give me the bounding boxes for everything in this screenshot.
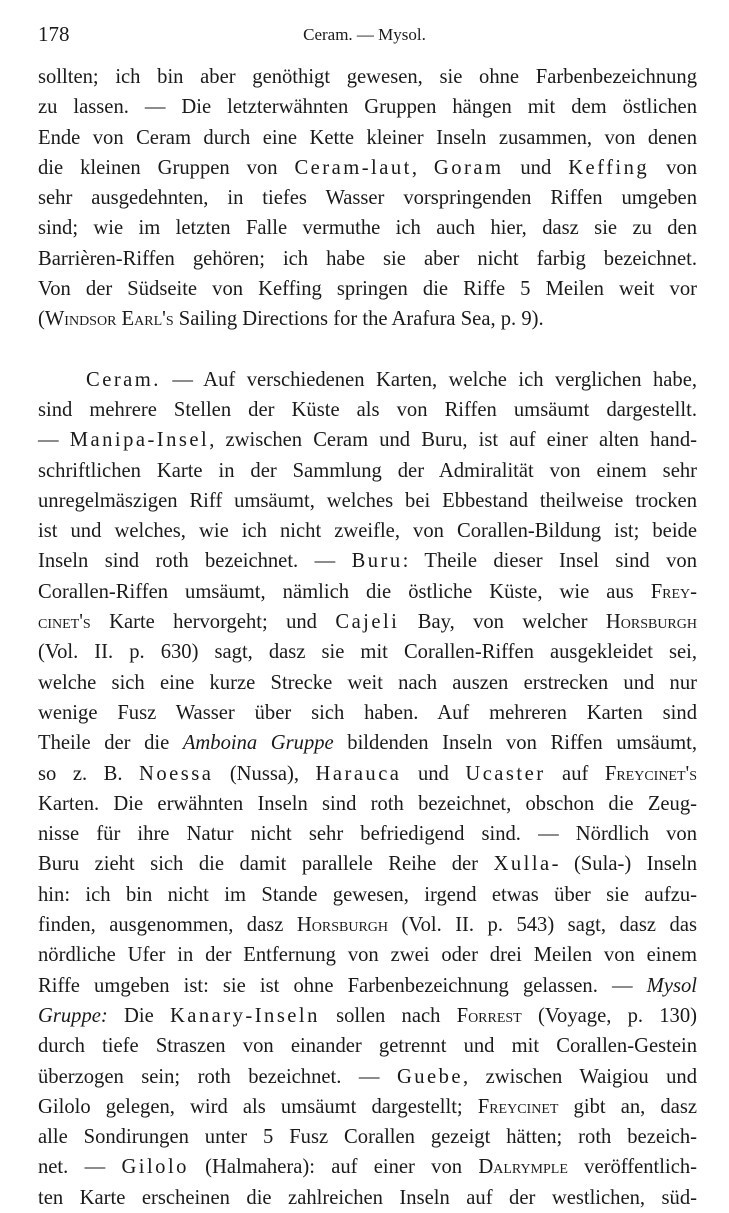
text-segment: sollen nach (319, 1004, 457, 1027)
italic-text: Mysol (646, 974, 697, 997)
text-segment: Inseln sind roth bezeichnet. — (38, 550, 352, 573)
author-name: Dalrymple (478, 1156, 568, 1179)
text-line (38, 819, 697, 849)
text-line (38, 1031, 697, 1061)
text-segment: Die (107, 1004, 170, 1027)
text-segment: ist und welches, wie ich nicht zweifle, von Corallen-Bildung ist; beide (38, 520, 697, 543)
text-segment: Ende von Ceram durch eine Kette kleiner Inseln zusammen, von denen (38, 126, 697, 149)
text-segment: (Vol. II. p. 543) sagt, dasz das (388, 914, 697, 937)
text-line (38, 1152, 697, 1182)
text-segment: , zwischen Ceram und Buru, ist auf einer alten hand- (209, 429, 697, 452)
text-segment: nisse für ihre Natur nicht sehr befriedigend sind. — Nördlich von (38, 823, 697, 846)
text-segment: Riffe umgeben ist: sie ist ohne Farbenbezeichnung gelassen. — (38, 974, 647, 997)
paragraph-gap (38, 335, 697, 365)
place-name: Ceram. (86, 368, 161, 391)
place-name: Cajeli (335, 611, 400, 634)
text-line (38, 244, 697, 274)
text-line (38, 153, 697, 183)
text-line (38, 546, 697, 576)
text-line (38, 789, 697, 819)
text-line (38, 395, 697, 425)
text-line (38, 425, 697, 455)
text-segment: sollten; ich bin aber genöthigt gewesen, sie ohne Farbenbezeichnung (38, 66, 697, 88)
italic-text: Amboina Gruppe (182, 732, 334, 755)
text-segment: (Halmahera): auf einer von (188, 1156, 479, 1179)
place-name: Ucaster (465, 762, 546, 785)
text-segment: sehr ausgedehnten, in tiefes Wasser vorspringenden Riffen umgeben (38, 187, 697, 210)
text-segment: Theile der die (38, 732, 183, 755)
text-segment: finden, ausgenommen, dasz (38, 914, 297, 937)
text-segment: durch tiefe Straszen von einander getrennt und mit Corallen-Gestein (38, 1035, 697, 1058)
place-name: Gilolo (121, 1156, 189, 1179)
text-segment: Barrièren-Riffen gehören; ich habe sie aber nicht farbig bezeichnet. (38, 247, 697, 270)
text-segment: hin: ich bin nicht im Stande gewesen, irgend etwas über sie aufzu- (38, 883, 697, 906)
text-line (38, 92, 697, 122)
text-line (38, 637, 697, 667)
page-header (38, 22, 691, 50)
text-line (38, 698, 697, 728)
text-line (38, 456, 697, 486)
text-segment: und (503, 156, 569, 179)
text-segment: überzogen sein; roth bezeichnet. — (38, 1065, 397, 1088)
author-name: Frey- (650, 580, 697, 603)
text-line (38, 1092, 697, 1122)
place-name: Xulla (493, 853, 552, 876)
text-line (38, 728, 697, 758)
author-name: Freycinet (477, 1095, 559, 1118)
text-segment: — (38, 429, 70, 452)
text-segment: Von der Südseite von Keffing springen die Riffe 5 Meilen weit vor (38, 278, 697, 301)
text-line (38, 123, 697, 153)
text-line (38, 910, 697, 940)
text-line (38, 183, 697, 213)
paragraph (38, 365, 697, 1213)
text-line (38, 213, 697, 243)
place-name: Buru (351, 550, 403, 573)
text-segment: (Vol. II. p. 630) sagt, dasz sie mit Corallen-Riffen ausgekleidet sei, (38, 641, 697, 664)
text-segment: auf (545, 762, 605, 785)
author-name: Freycinet's (604, 762, 698, 785)
text-segment: wenige Fusz Wasser über sich haben. Auf mehreren Karten sind (38, 701, 697, 724)
text-segment: ten Karte erscheinen die zahlreichen Inseln auf der westlichen, süd- (38, 1186, 697, 1209)
text-line (38, 577, 697, 607)
text-segment: , zwischen Waigiou und (463, 1065, 697, 1088)
text-line (38, 1062, 697, 1092)
text-segment: Corallen-Riffen umsäumt, nämlich die östliche Küste, wie aus (38, 580, 651, 603)
text-segment: veröffentlich- (567, 1156, 698, 1179)
text-segment: die kleinen Gruppen von (38, 156, 295, 179)
place-name: Ceram-laut (294, 156, 412, 179)
text-segment: bildenden Inseln von Riffen umsäumt, (333, 732, 697, 755)
text-segment: Sailing Directions for the Arafura Sea, p. 9). (173, 308, 544, 331)
text-line (38, 486, 697, 516)
text-segment: gibt an, dasz (558, 1095, 697, 1118)
text-line (38, 1001, 697, 1031)
text-segment: unregelmäszigen Riff umsäumt, welches bei Ebbestand theilweise trocken (38, 489, 697, 512)
author-name: Horsburgh (296, 914, 389, 937)
text-segment: und (401, 762, 466, 785)
text-line (38, 274, 697, 304)
text-line (38, 607, 697, 637)
place-name: Noessa (139, 762, 214, 785)
text-segment: zu lassen. — Die letzterwähnten Gruppen hängen mit dem östlichen (38, 96, 697, 119)
text-segment: so z. B. (38, 762, 139, 785)
text-segment: , (411, 156, 434, 179)
text-segment: Gilolo gelegen, wird als umsäumt dargestellt; (38, 1095, 478, 1118)
text-segment: von (649, 156, 697, 179)
text-line (38, 365, 697, 395)
text-line (38, 1122, 697, 1152)
text-segment: Bay, von welcher (399, 611, 606, 634)
text-line (38, 668, 697, 698)
text-segment: Karte hervorgeht; und (90, 611, 336, 634)
place-name: Keffing (568, 156, 650, 179)
text-segment: nördliche Ufer in der Entfernung von zwei oder drei Meilen von einem (38, 944, 697, 967)
place-name: Goram (433, 156, 504, 179)
text-line (38, 759, 697, 789)
text-segment: : Theile dieser Insel sind von (402, 550, 697, 573)
text-segment: Karten. Die erwähnten Inseln sind roth bezeichnet, obschon die Zeug- (38, 792, 697, 815)
text-line (38, 940, 697, 970)
text-segment: (Voyage, p. 130) (521, 1004, 697, 1027)
text-line (38, 1183, 697, 1213)
text-segment: Buru zieht sich die damit parallele Reihe der (38, 853, 494, 876)
text-line (38, 971, 697, 1001)
text-segment: welche sich eine kurze Strecke weit nach auszen erstrecken und nur (38, 671, 697, 694)
running-title: Ceram. — Mysol. (303, 25, 426, 44)
text-segment: - (Sula-) Inseln (551, 853, 697, 876)
italic-text: Gruppe: (38, 1004, 108, 1027)
text-segment: schriftlichen Karte in der Sammlung der Admiralität von einem sehr (38, 459, 697, 482)
place-name: Kanary-Inseln (169, 1004, 320, 1027)
text-segment: ( (38, 308, 45, 331)
body-text (38, 62, 697, 1213)
paragraph (38, 62, 697, 335)
text-segment: alle Sondirungen unter 5 Fusz Corallen gezeigt hätten; roth bezeich- (38, 1126, 697, 1149)
text-line (38, 304, 697, 334)
place-name: Guebe (396, 1065, 464, 1088)
text-line (38, 849, 697, 879)
text-line (38, 880, 697, 910)
text-segment: (Nussa), (213, 762, 316, 785)
text-segment: — Auf verschiedenen Karten, welche ich verglichen habe, (160, 368, 697, 391)
place-name: Harauca (315, 762, 402, 785)
text-segment: net. — (38, 1156, 122, 1179)
author-name: cinet's (38, 611, 91, 634)
place-name: Manipa-Insel (69, 429, 210, 452)
text-segment: sind mehrere Stellen der Küste als von Riffen umsäumt dargestellt. (38, 398, 697, 421)
author-name: Horsburgh (605, 611, 697, 634)
page-number: 178 (38, 22, 70, 46)
author-name: Forrest (456, 1004, 522, 1027)
text-segment: sind; wie im letzten Falle vermuthe ich auch hier, dasz sie zu den (38, 217, 697, 240)
text-line (38, 62, 697, 92)
text-line (38, 516, 697, 546)
author-name: Windsor Earl's (44, 308, 174, 331)
